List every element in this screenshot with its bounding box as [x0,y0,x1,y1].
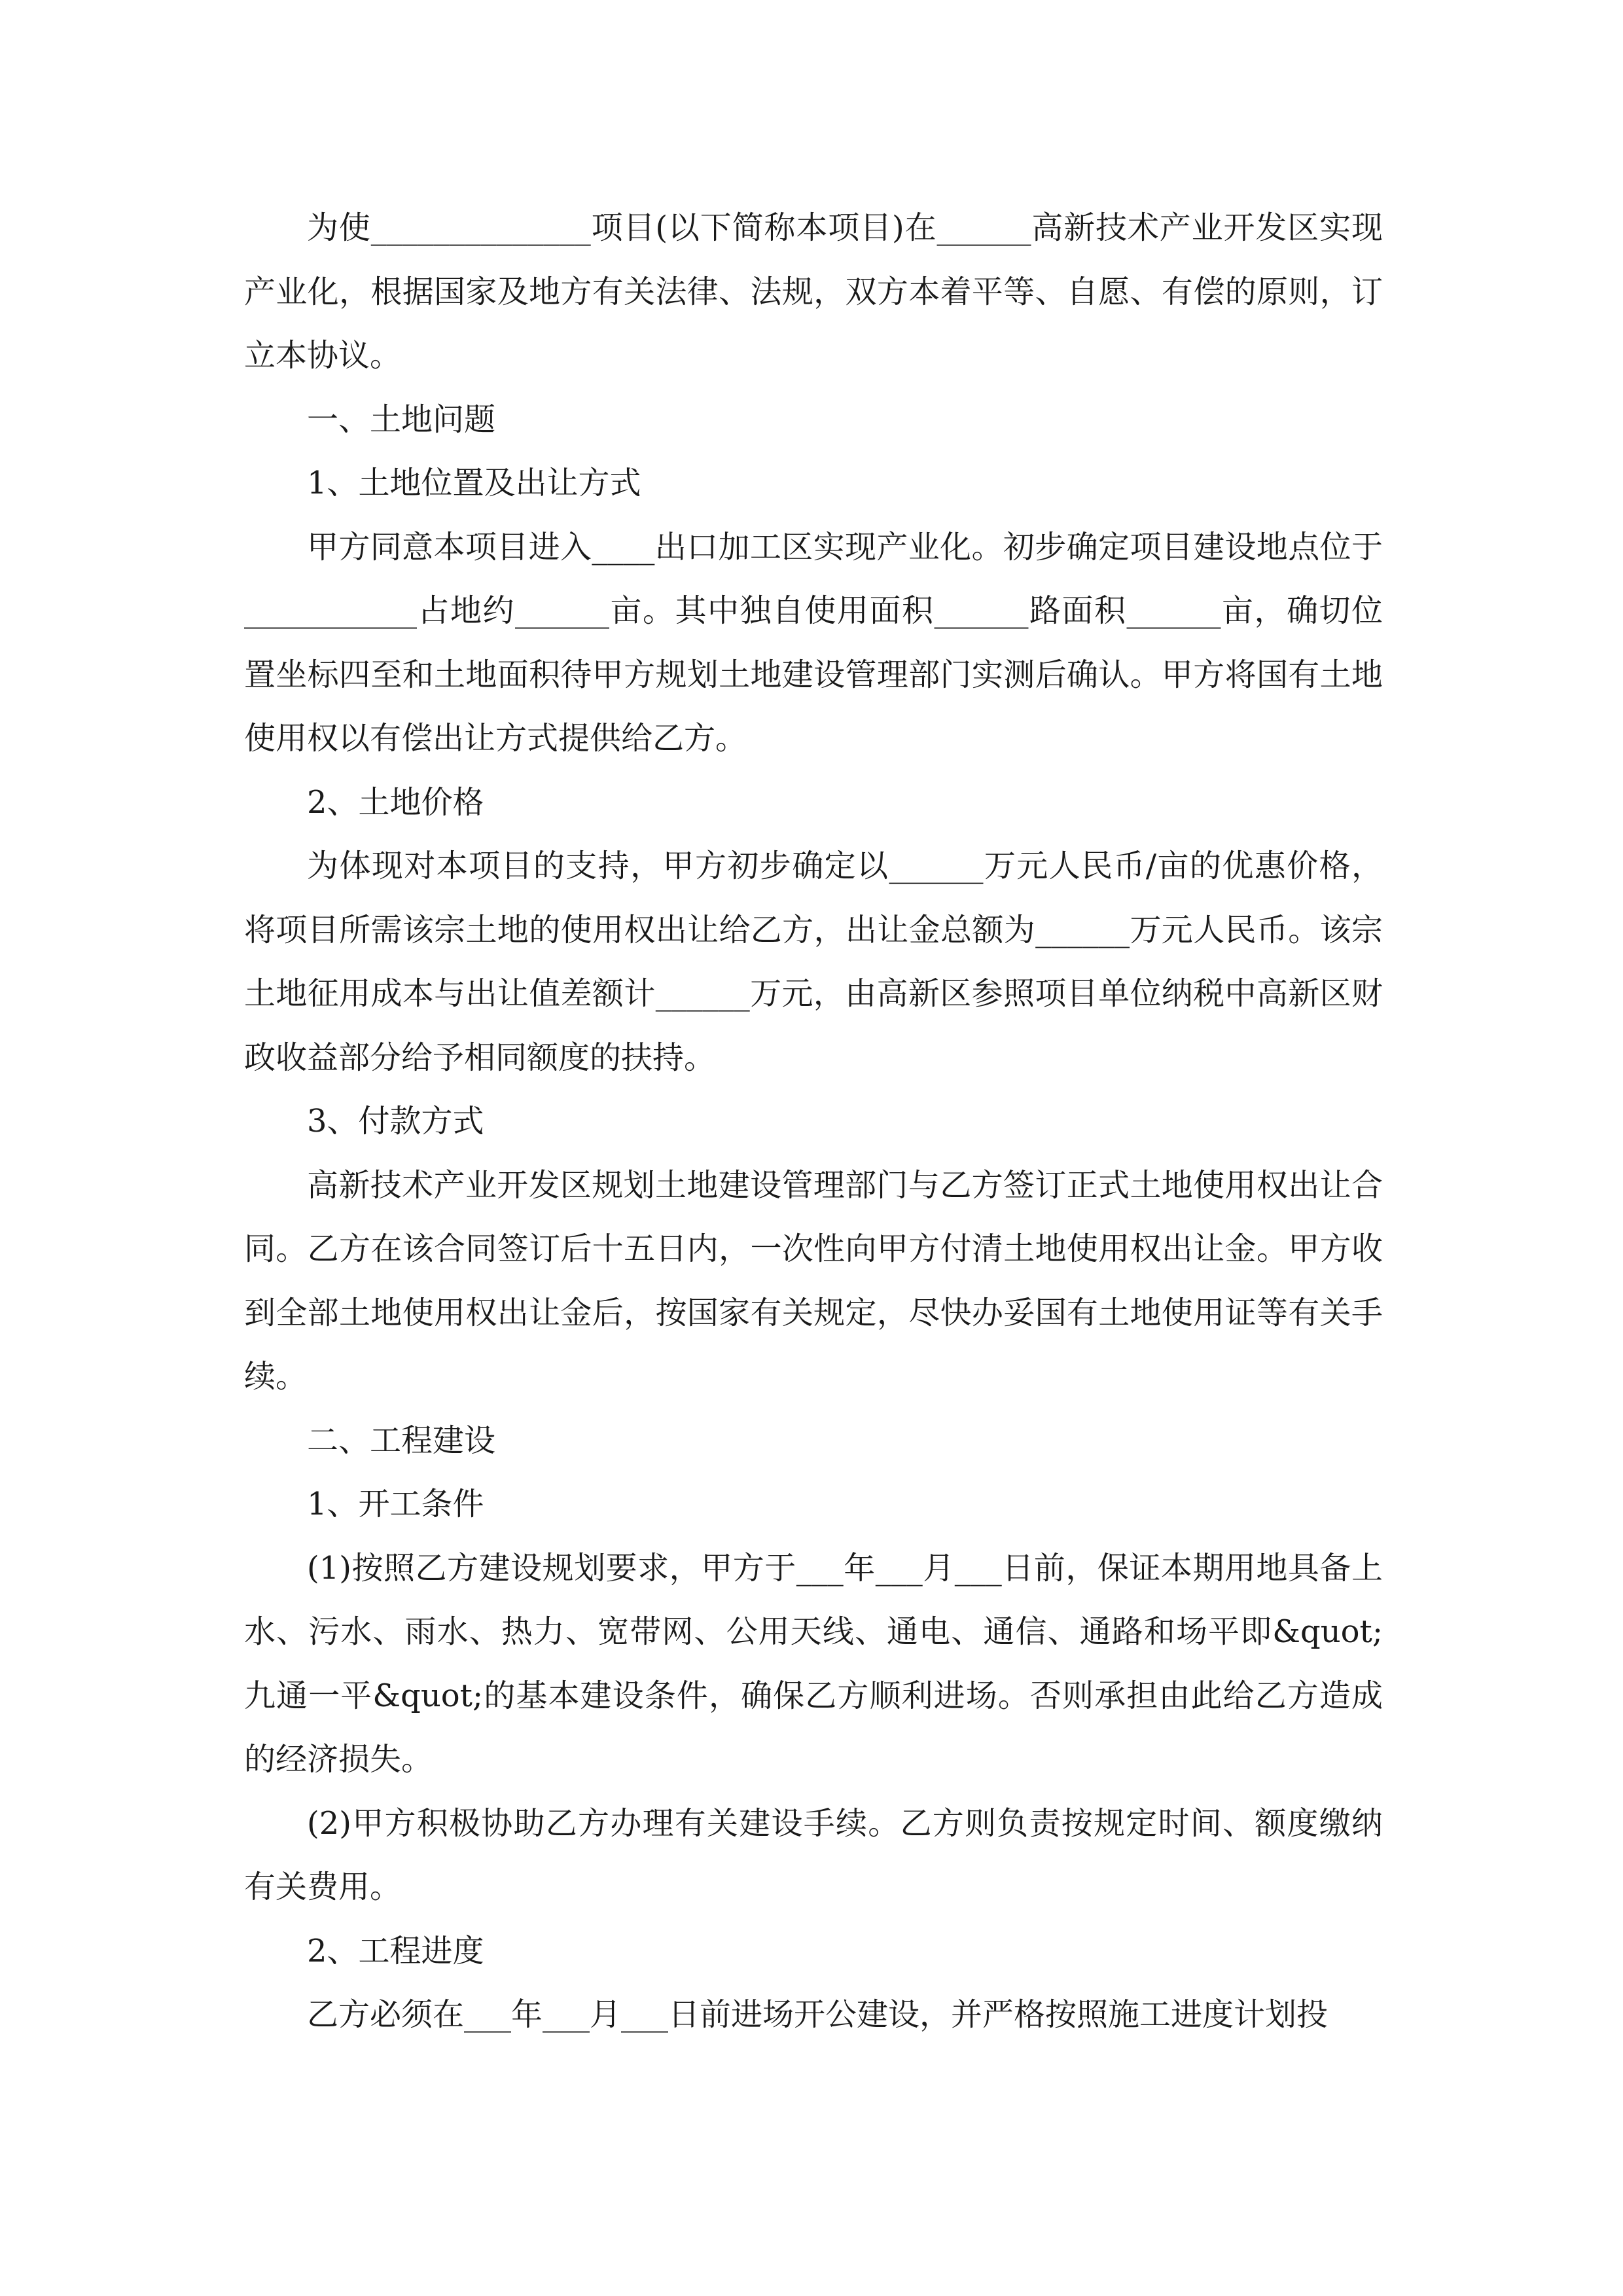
start-conditions-item-2: (2)甲方积极协助乙方办理有关建设手续。乙方则负责按规定时间、额度缴纳有关费用。 [244,1804,1383,1905]
document-body [244,196,1383,2047]
subsection-heading-payment: 3、付款方式 [307,1103,484,1139]
section-heading-land: 一、土地问题 [307,401,496,438]
subsection-heading-progress: 2、工程进度 [307,1932,484,1969]
progress-paragraph: 乙方必须在___年___月___日前进场开公建设，并严格按照施工进度计划投 [307,1996,1329,2033]
start-conditions-item-1: (1)按照乙方建设规划要求，甲方于___年___月___日前，保证本期用地具备上水、污水、雨水、热力、宽带网、公用天线、通电、通信、通路和场平即&quot;九通一平&quot;的基本建设条件，确保乙方顺利进场。否则承担由此给乙方造成的经济损失。 [244,1549,1383,1778]
subsection-heading-land-price: 2、土地价格 [307,783,484,821]
section-heading-construction: 二、工程建设 [307,1422,496,1459]
intro-paragraph: 为使______________项目(以下简称本项目)在______高新技术产业开发区实现产业化，根据国家及地方有关法律、法规，双方本着平等、自愿、有偿的原则，订立本协议。 [244,209,1383,374]
subsection-heading-start-conditions: 1、开工条件 [307,1486,484,1522]
payment-paragraph: 高新技术产业开发区规划土地建设管理部门与乙方签订正式土地使用权出让合同。乙方在该合同签订后十五日内，一次性向甲方付清土地使用权出让金。甲方收到全部土地使用权出让金后，按国家有关规定，尽快办妥国有土地使用证等有关手续。 [244,1166,1383,1395]
land-location-paragraph: 甲方同意本项目进入____出口加工区实现产业化。初步确定项目建设地点位于___________占地约______亩。其中独自使用面积______路面积______亩，确切位置坐标四至和土地面积待甲方规划土地建设管理部门实测后确认。甲方将国有土地使用权以有偿出让方式提供给乙方。 [244,528,1383,757]
subsection-heading-land-location: 1、土地位置及出让方式 [307,465,641,501]
land-price-paragraph: 为体现对本项目的支持，甲方初步确定以______万元人民币/亩的优惠价格，将项目所需该宗土地的使用权出让给乙方，出让金总额为______万元人民币。该宗土地征用成本与出让值差额计______万元，由高新区参照项目单位纳税中高新区财政收益部分给予相同额度的扶持。 [244,848,1383,1076]
